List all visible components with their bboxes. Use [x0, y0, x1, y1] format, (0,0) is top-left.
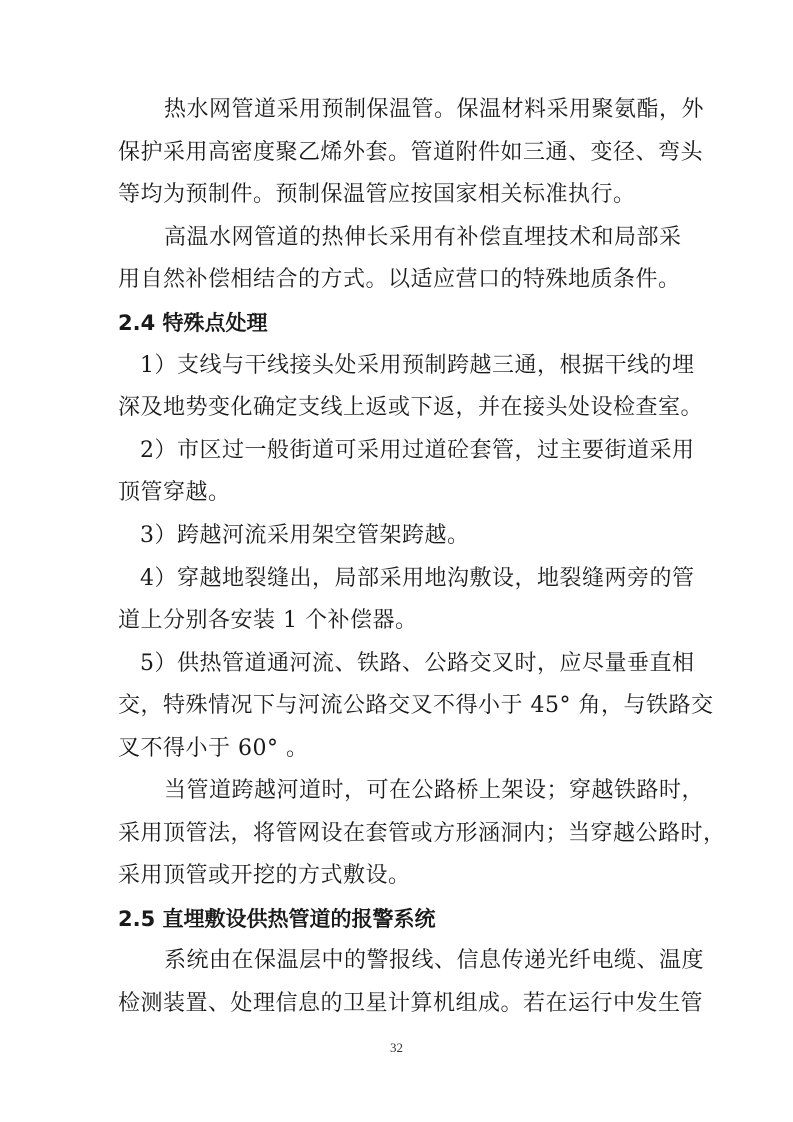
list-item-continuation: 深及地势变化确定支线上返或下返，并在接头处设检查室。: [118, 395, 704, 420]
paragraph-line: 当管道跨越河道时，可在公路桥上架设；穿越铁路时，: [164, 778, 705, 803]
list-item: 5）供热管道通河流、铁路、公路交叉时，应尽量垂直相: [140, 651, 695, 676]
paragraph-line: 系统由在保温层中的警报线、信息传递光纤电缆、温度: [164, 948, 705, 973]
list-item: 3）跨越河流采用架空管架跨越。: [140, 523, 470, 548]
section-heading-2-4: 2.4 特殊点处理: [118, 311, 268, 335]
paragraph-line: 等均为预制件。预制保温管应按国家相关标准执行。: [118, 182, 636, 207]
page-number: 32: [390, 1040, 403, 1055]
list-item: 4）穿越地裂缝出，局部采用地沟敷设，地裂缝两旁的管: [140, 566, 695, 591]
paragraph-line: 采用顶管法，将管网设在套管或方形涵洞内；当穿越公路时，: [118, 821, 726, 846]
list-item-continuation: 顶管穿越。: [118, 480, 231, 505]
paragraph-line: 保护采用高密度聚乙烯外套。管道附件如三通、变径、弯头: [118, 140, 704, 165]
list-item-continuation: 交，特殊情况下与河流公路交叉不得小于 45° 角，与铁路交: [118, 693, 714, 718]
list-item: 2）市区过一般街道可采用过道砼套管，过主要街道采用: [140, 438, 695, 463]
section-heading-2-5: 2.5 直埋敷设供热管道的报警系统: [118, 907, 436, 931]
paragraph-line: 检测装置、处理信息的卫星计算机组成。若在运行中发生管: [118, 991, 704, 1016]
list-item-continuation: 叉不得小于 60° 。: [118, 736, 309, 761]
list-item-continuation: 道上分别各安装 1 个补偿器。: [118, 608, 418, 633]
paragraph-line: 采用顶管或开挖的方式敷设。: [118, 863, 411, 888]
paragraph-line: 热水网管道采用预制保温管。保温材料采用聚氨酯，外: [164, 97, 705, 122]
paragraph-line: 用自然补偿相结合的方式。以适应营口的特殊地质条件。: [118, 267, 681, 292]
list-item: 1）支线与干线接头处采用预制跨越三通，根据干线的埋: [140, 353, 695, 378]
paragraph-line: 高温水网管道的热伸长采用有补偿直埋技术和局部采: [164, 225, 682, 250]
